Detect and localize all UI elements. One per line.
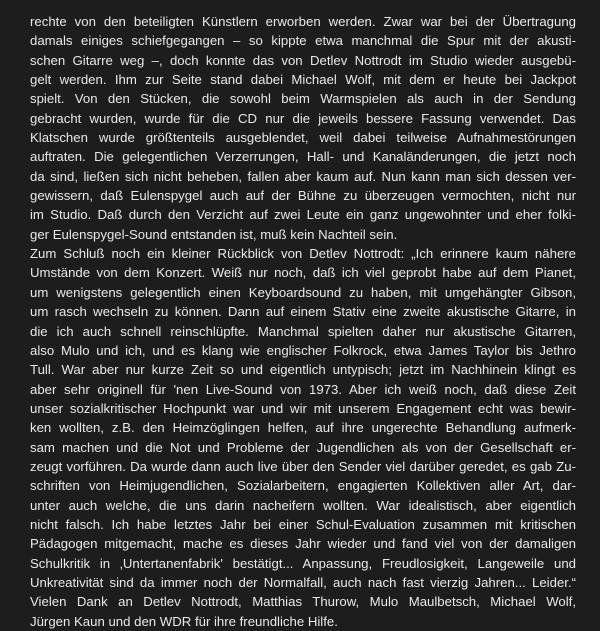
text-line: da sind, ließen sich nicht beheben, fallen aber kaum auf. Nun kann man sich dessen ver- — [30, 168, 576, 184]
text-line: Vielen Dank an Detlev Nottrodt, Matthias Thurow, Mulo Maulbetsch, Michael Wolf, — [30, 594, 576, 610]
paragraph-end-line: ger Eulenspygel-Sound entstanden ist, muß kein Nachteil sein. — [30, 226, 398, 242]
text-line: unser sozialkritischer Hochpunkt war und wir mit unserem Engagement echt was bewir- — [30, 400, 576, 416]
text-line: Pädagogen mitgemacht, mache es dieses Jahr wieder und fand viel von der damaligen — [30, 536, 576, 552]
text-line: um rasch wechseln zu können. Dann auf einem Stativ eine zweite akustische Gitarre, in — [30, 304, 576, 320]
text-line: Zum Schluß noch ein kleiner Rückblick von Detlev Nottrodt: „Ich erinnere kaum nähere — [30, 246, 576, 262]
text-line: die ich auch schnell reinschlüpfte. Manchmal spielten daher nur akustische Gitarren, — [30, 323, 576, 339]
text-line: im Studio. Daß durch den Verzicht auf zwei Leute ein ganz ungewohnter und eher folki- — [30, 207, 576, 223]
text-line: schriften von Heimjugendlichen, Sozialarbeitern, engagierten Kollektiven aller Art, dar- — [30, 478, 576, 494]
text-line: gewissern, daß Eulenspygel auch auf der Bühne zu überzeugen vermochten, nicht nur — [30, 188, 576, 204]
text-line: zeugt vorführen. Da wurde dann auch live über den Sender viel darüber geredet, es gab Zu- — [30, 458, 576, 474]
text-line: damals einiges schiefgegangen – so kippte etwa manchmal die Spur mit der akusti- — [30, 33, 576, 49]
text-line: schen Gitarre weg –, doch konnte das von Detlev Nottrodt im Studio wieder ausgebü- — [30, 52, 576, 68]
text-line: ken wollten, z.B. den Heimzöglingen helfen, auf ihre ungerechte Behandlung aufmerk- — [30, 420, 576, 436]
text-line: um wenigstens gelegentlich einen Keyboardsound zu haben, mit umgehängter Gibson, — [30, 284, 576, 300]
text-line: Unkreativität sind da immer noch der Normalfall, auch nach fast vierzig Jahren... Leider.“ — [30, 574, 576, 590]
text-line: spielt. Von den Stücken, die sowohl beim Warmspielen als auch in der Sendung — [30, 91, 576, 107]
text-line: also Mulo und ich, und es klang wie englischer Folkrock, etwa James Taylor bis Jethro — [30, 342, 576, 358]
text-line: Klatschen wurde größtenteils ausgeblendet, weil dabei teilweise Aufnahmestörungen — [30, 130, 576, 146]
body-text — [30, 12, 576, 631]
text-line: Tull. War aber nur kurze Zeit so und eigentlich untypisch; jetzt im Nachhinein klingt es — [30, 362, 576, 378]
text-line: Schulkritik in ‚Untertanenfabrik' bestätigt... Anpassung, Freudlosigkeit, Langeweile und — [30, 555, 576, 571]
text-line: nicht falsch. Ich habe letztes Jahr bei einer Schul-Evaluation zusammen mit kritischen — [30, 516, 576, 532]
text-line: gelt werden. Ihm zur Seite stand dabei Michael Wolf, mit dem er heute bei Jackpot — [30, 72, 576, 88]
text-line: auftraten. Die gelegentlichen Verzerrungen, Hall- und Kanaländerungen, die jetzt noch — [30, 149, 576, 165]
text-line: unter auch welche, die uns darin nacheifern wollten. War idealistisch, aber eigentlich — [30, 497, 576, 513]
liner-notes-page — [30, 12, 576, 631]
text-line: Umstände von dem Konzert. Weiß nur noch, daß ich viel geprobt habe auf dem Pianet, — [30, 265, 576, 281]
text-line: rechte von den beteiligten Künstlern erworben werden. Zwar war bei der Übertragung — [30, 14, 576, 29]
paragraph-end-line: Jürgen Kaun und den WDR für ihre freundliche Hilfe. — [30, 613, 338, 629]
text-line: gebracht wurden, wurde für die CD nur die jeweils bessere Fassung verwendet. Das — [30, 110, 576, 126]
text-line: sam machen und die Not und Probleme der Jugendlichen als von der Gesellschaft er- — [30, 439, 576, 455]
text-line: aber sehr originell für 'nen Live-Sound von 1973. Aber ich weiß noch, daß diese Zeit — [30, 381, 576, 397]
